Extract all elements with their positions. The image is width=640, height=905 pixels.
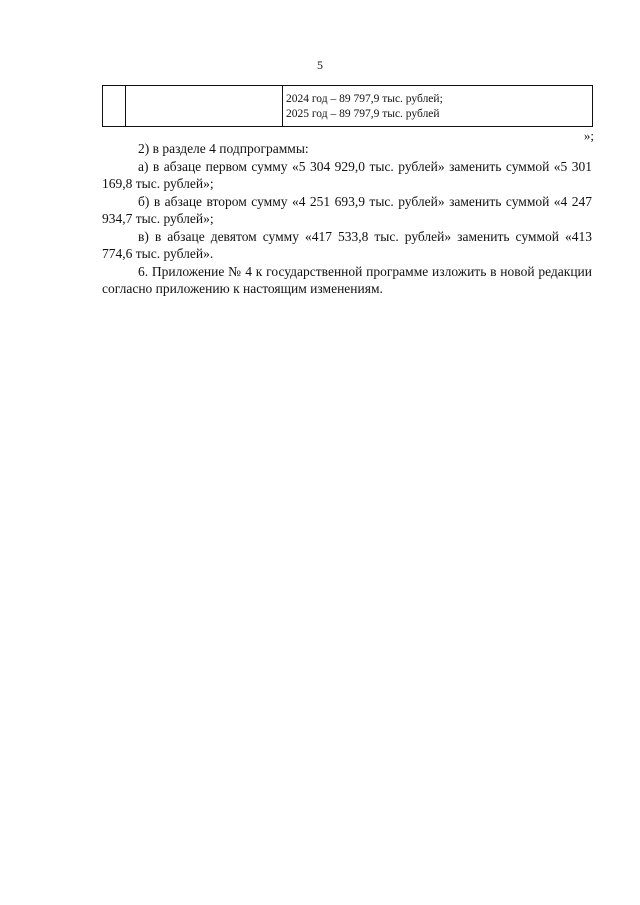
table-cell-name xyxy=(126,86,283,127)
paragraph-item-a: а) в абзаце первом сумму «5 304 929,0 тыс. рублей» заменить суммой «5 301 169,8 тыс. рублей»; xyxy=(102,158,592,191)
funding-line-2024: 2024 год – 89 797,9 тыс. рублей; xyxy=(286,93,443,105)
table-cell-number xyxy=(103,86,126,127)
funding-line-2025: 2025 год – 89 797,9 тыс. рублей xyxy=(286,108,440,120)
table-cell-funding xyxy=(283,86,593,127)
continuation-table xyxy=(102,85,593,127)
paragraph-item-6: 6. Приложение № 4 к государственной программе изложить в новой редакции согласно приложению к настоящим изменениям. xyxy=(102,263,592,296)
closing-quote: »; xyxy=(583,128,594,143)
document-body xyxy=(102,140,592,298)
paragraph-item-v: в) в абзаце девятом сумму «417 533,8 тыс. рублей» заменить суммой «413 774,6 тыс. рублей». xyxy=(102,228,592,261)
page-number: 5 xyxy=(317,58,323,72)
table-row xyxy=(103,86,593,127)
paragraph-item-b: б) в абзаце втором сумму «4 251 693,9 тыс. рублей» заменить суммой «4 247 934,7 тыс. рублей»; xyxy=(102,193,592,226)
paragraph-section-4: 2) в разделе 4 подпрограммы: xyxy=(138,141,309,156)
